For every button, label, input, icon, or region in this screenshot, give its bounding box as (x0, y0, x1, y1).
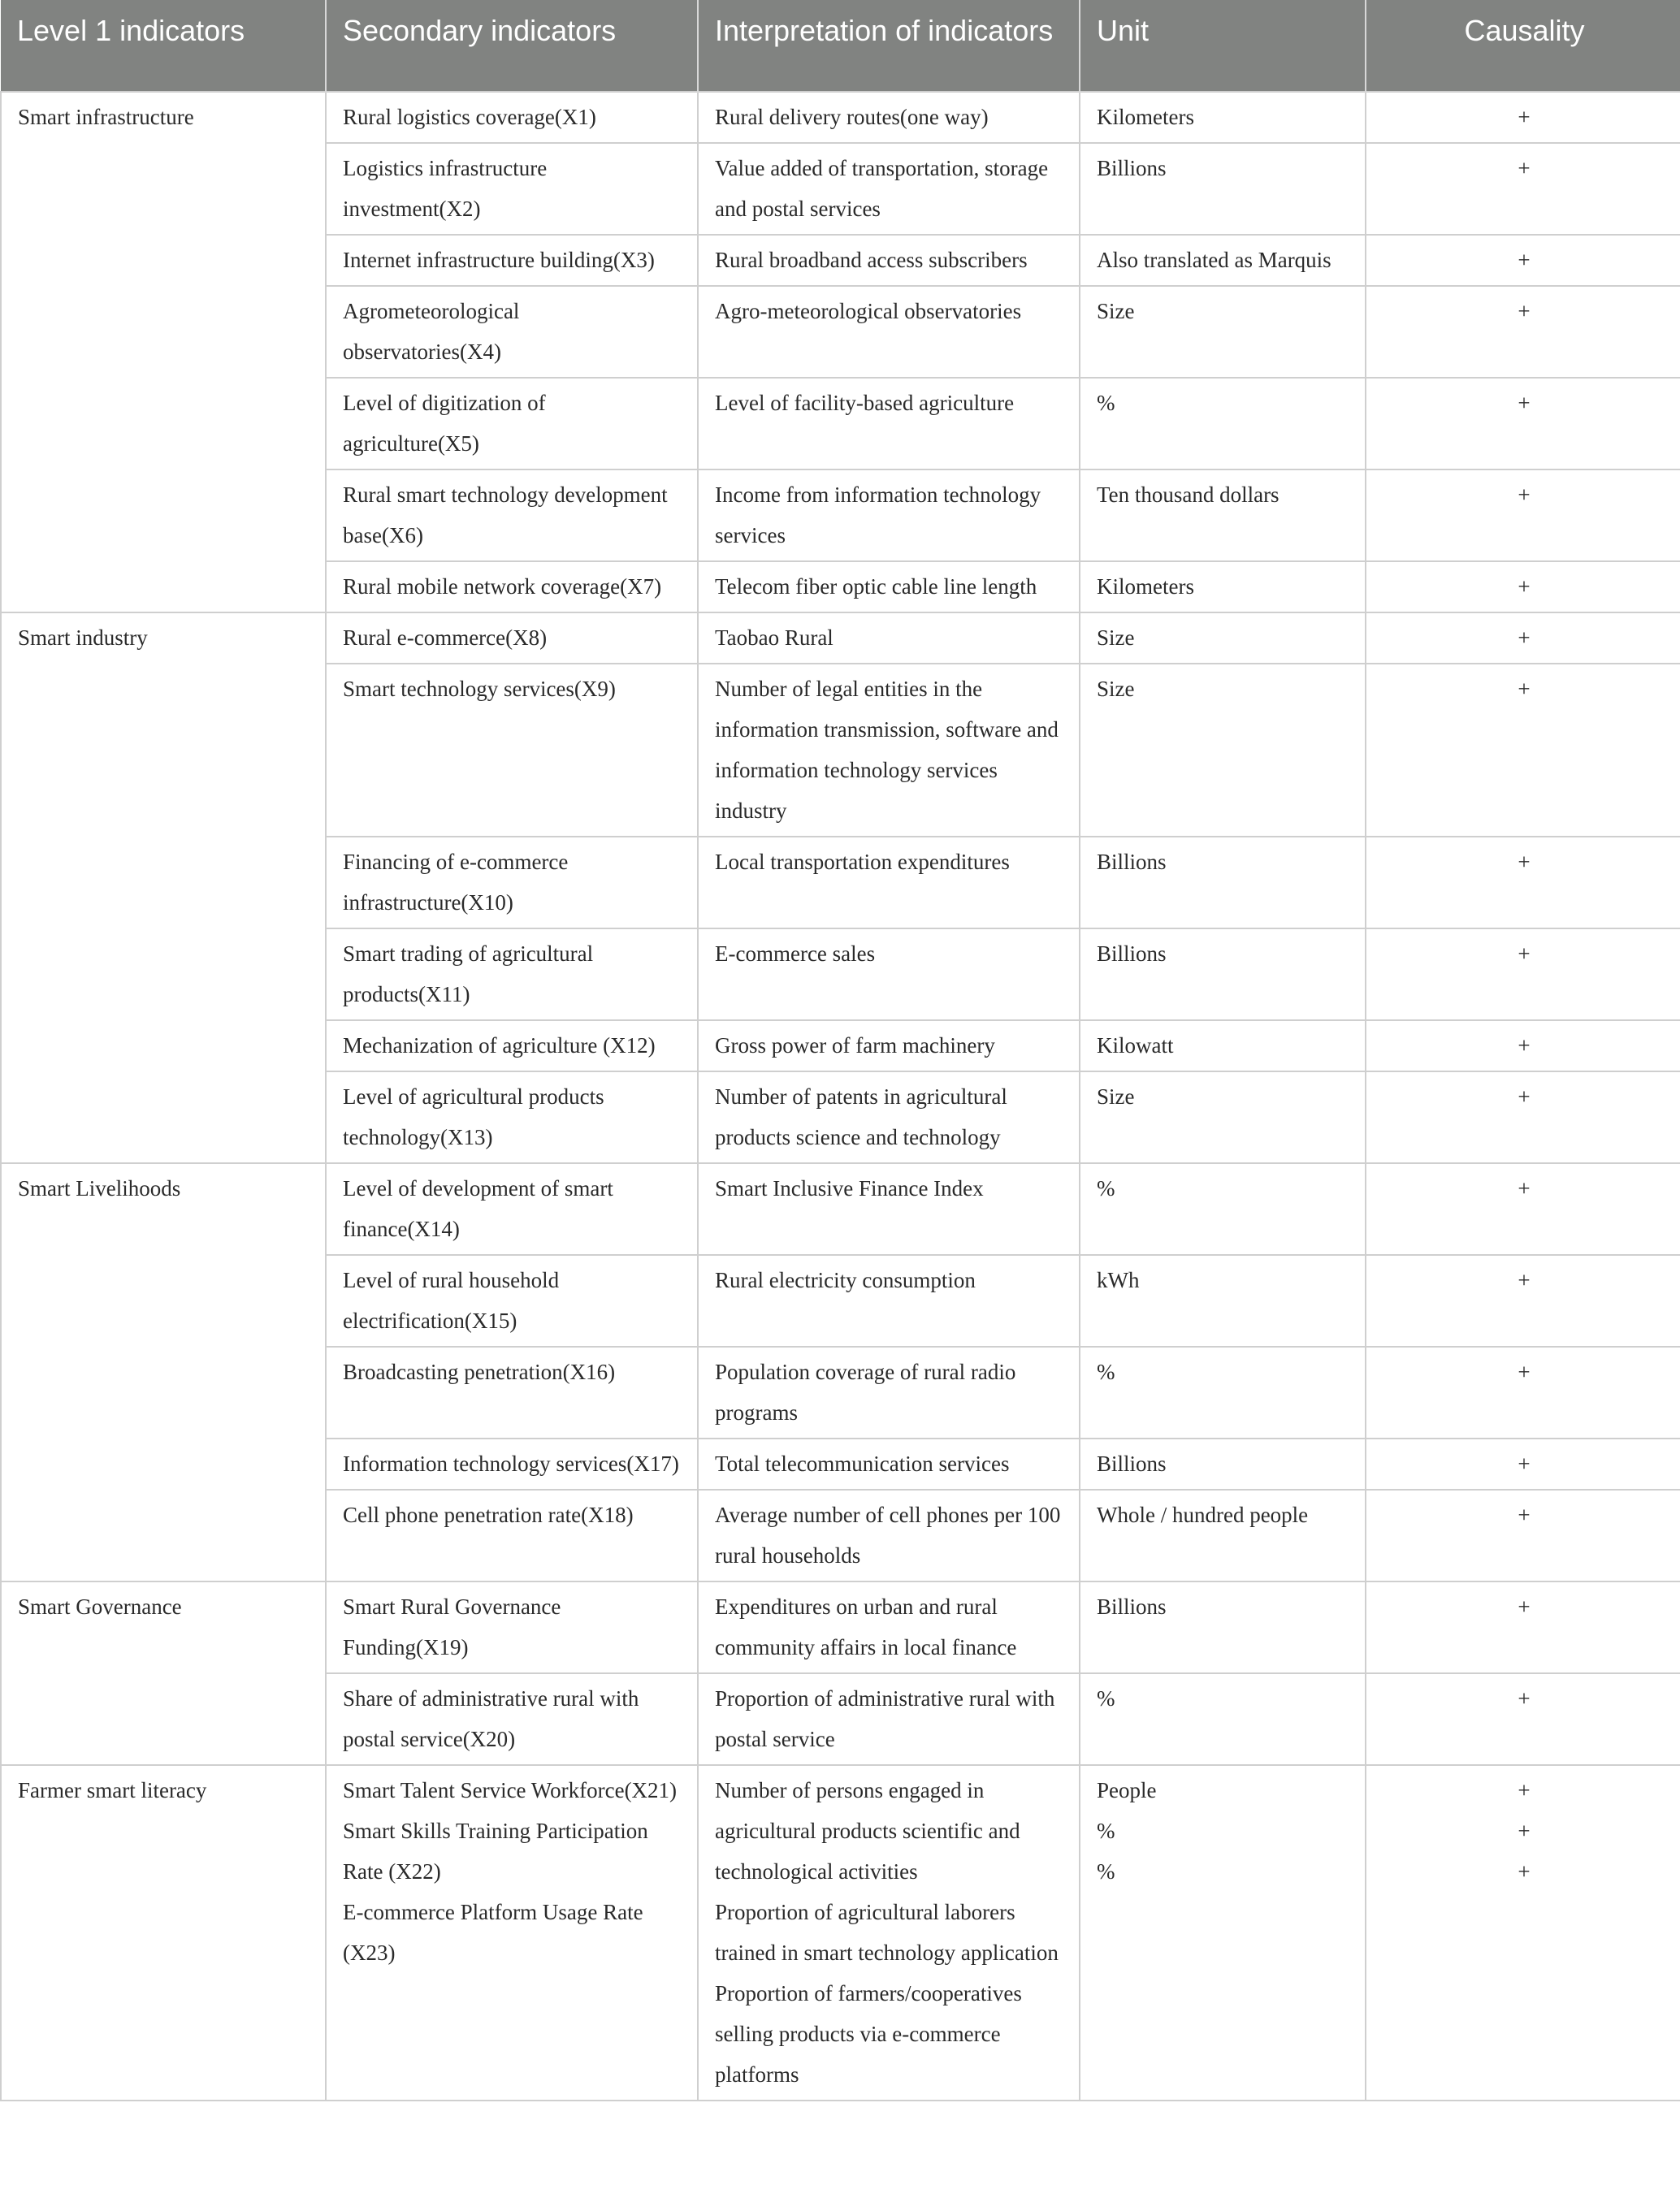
secondary-cell: Level of digitization of agriculture(X5) (326, 378, 698, 469)
interpretation-cell: Gross power of farm machinery (698, 1020, 1080, 1071)
unit-cell: Also translated as Marquis (1080, 235, 1366, 286)
header-causality: Causality (1366, 0, 1680, 92)
causality-line: + (1518, 1819, 1531, 1843)
interpretation-cell: Income from information technology services (698, 469, 1080, 561)
interpretation-cell: Number of patents in agricultural products science and technology (698, 1071, 1080, 1163)
secondary-cell: Financing of e-commerce infrastructure(X10) (326, 837, 698, 928)
table-row (1, 1163, 1680, 1255)
interpretation-cell: Total telecommunication services (698, 1439, 1080, 1490)
causality-cell: + (1366, 286, 1680, 378)
level1-cell: Smart industry (1, 612, 326, 1163)
header-unit: Unit (1080, 0, 1366, 92)
unit-cell: Kilometers (1080, 92, 1366, 143)
causality-cell: + (1366, 1071, 1680, 1163)
secondary-cell: Cell phone penetration rate(X18) (326, 1490, 698, 1581)
causality-cell: + (1366, 1581, 1680, 1673)
level1-cell: Smart Governance (1, 1581, 326, 1765)
secondary-cell (326, 1765, 698, 2101)
secondary-cell: Mechanization of agriculture (X12) (326, 1020, 698, 1071)
causality-cell: + (1366, 1673, 1680, 1765)
secondary-cell: Level of rural household electrification(X15) (326, 1255, 698, 1347)
level1-cell: Smart infrastructure (1, 92, 326, 612)
interpretation-cell: Rural broadband access subscribers (698, 235, 1080, 286)
causality-cell: + (1366, 1347, 1680, 1439)
secondary-line: Smart Talent Service Workforce(X21) (343, 1778, 678, 1802)
unit-cell: Kilowatt (1080, 1020, 1366, 1071)
interpretation-cell: Average number of cell phones per 100 rural households (698, 1490, 1080, 1581)
table-row (1, 612, 1680, 664)
secondary-cell: Information technology services(X17) (326, 1439, 698, 1490)
interpretation-cell: Telecom fiber optic cable line length (698, 561, 1080, 612)
unit-cell: Size (1080, 664, 1366, 837)
secondary-line: Smart Skills Training Participation Rate (X22) (343, 1819, 648, 1884)
table-row (1, 1765, 1680, 2101)
causality-cell: + (1366, 664, 1680, 837)
interpretation-line: Number of persons engaged in agricultural products scientific and technological activities (715, 1778, 1020, 1884)
causality-cell: + (1366, 1255, 1680, 1347)
unit-cell (1080, 1765, 1366, 2101)
level1-cell: Smart Livelihoods (1, 1163, 326, 1581)
interpretation-line: Proportion of farmers/cooperatives selling products via e-commerce platforms (715, 1981, 1022, 2087)
header-row (1, 0, 1680, 92)
causality-cell: + (1366, 469, 1680, 561)
unit-cell: Ten thousand dollars (1080, 469, 1366, 561)
interpretation-cell: Population coverage of rural radio programs (698, 1347, 1080, 1439)
causality-cell: + (1366, 1490, 1680, 1581)
interpretation-cell: Agro-meteorological observatories (698, 286, 1080, 378)
table-row (1, 1581, 1680, 1673)
unit-cell: Size (1080, 612, 1366, 664)
causality-cell: + (1366, 378, 1680, 469)
interpretation-cell: Proportion of administrative rural with postal service (698, 1673, 1080, 1765)
secondary-cell: Logistics infrastructure investment(X2) (326, 143, 698, 235)
causality-cell (1366, 1765, 1680, 2101)
secondary-cell: Smart trading of agricultural products(X11) (326, 928, 698, 1020)
unit-cell: kWh (1080, 1255, 1366, 1347)
table-header (1, 0, 1680, 92)
unit-cell: Whole / hundred people (1080, 1490, 1366, 1581)
secondary-line: E-commerce Platform Usage Rate (X23) (343, 1900, 643, 1965)
interpretation-cell: Smart Inclusive Finance Index (698, 1163, 1080, 1255)
causality-cell: + (1366, 837, 1680, 928)
causality-cell: + (1366, 235, 1680, 286)
header-interpretation: Interpretation of indicators (698, 0, 1080, 92)
secondary-cell: Level of agricultural products technology(X13) (326, 1071, 698, 1163)
secondary-cell: Share of administrative rural with postal service(X20) (326, 1673, 698, 1765)
interpretation-cell: Taobao Rural (698, 612, 1080, 664)
unit-cell: % (1080, 1673, 1366, 1765)
unit-cell: Billions (1080, 1581, 1366, 1673)
unit-line: % (1097, 1859, 1115, 1884)
causality-line: + (1518, 1859, 1531, 1884)
secondary-cell: Broadcasting penetration(X16) (326, 1347, 698, 1439)
unit-cell: % (1080, 1347, 1366, 1439)
secondary-cell: Agrometeorological observatories(X4) (326, 286, 698, 378)
secondary-cell: Smart Rural Governance Funding(X19) (326, 1581, 698, 1673)
unit-cell: Kilometers (1080, 561, 1366, 612)
secondary-cell: Rural logistics coverage(X1) (326, 92, 698, 143)
interpretation-cell: Level of facility-based agriculture (698, 378, 1080, 469)
secondary-cell: Rural mobile network coverage(X7) (326, 561, 698, 612)
interpretation-line: Proportion of agricultural laborers trained in smart technology application (715, 1900, 1059, 1965)
unit-cell: Billions (1080, 1439, 1366, 1490)
unit-cell: % (1080, 1163, 1366, 1255)
interpretation-cell: E-commerce sales (698, 928, 1080, 1020)
causality-cell: + (1366, 1163, 1680, 1255)
interpretation-cell (698, 1765, 1080, 2101)
unit-line: % (1097, 1819, 1115, 1843)
causality-cell: + (1366, 92, 1680, 143)
unit-cell: Size (1080, 1071, 1366, 1163)
level1-cell: Farmer smart literacy (1, 1765, 326, 2101)
interpretation-cell: Rural electricity consumption (698, 1255, 1080, 1347)
interpretation-cell: Local transportation expenditures (698, 837, 1080, 928)
unit-cell: % (1080, 378, 1366, 469)
header-secondary: Secondary indicators (326, 0, 698, 92)
unit-cell: Billions (1080, 928, 1366, 1020)
secondary-cell: Internet infrastructure building(X3) (326, 235, 698, 286)
header-level1: Level 1 indicators (1, 0, 326, 92)
table-row (1, 92, 1680, 143)
unit-cell: Size (1080, 286, 1366, 378)
secondary-cell: Smart technology services(X9) (326, 664, 698, 837)
causality-line: + (1518, 1778, 1531, 1802)
unit-cell: Billions (1080, 837, 1366, 928)
interpretation-cell: Rural delivery routes(one way) (698, 92, 1080, 143)
causality-cell: + (1366, 143, 1680, 235)
secondary-cell: Level of development of smart finance(X14) (326, 1163, 698, 1255)
causality-cell: + (1366, 612, 1680, 664)
secondary-cell: Rural smart technology development base(X6) (326, 469, 698, 561)
unit-cell: Billions (1080, 143, 1366, 235)
causality-cell: + (1366, 1020, 1680, 1071)
secondary-cell: Rural e-commerce(X8) (326, 612, 698, 664)
interpretation-cell: Number of legal entities in the information transmission, software and information technology services industry (698, 664, 1080, 837)
interpretation-cell: Value added of transportation, storage and postal services (698, 143, 1080, 235)
causality-cell: + (1366, 1439, 1680, 1490)
unit-line: People (1097, 1778, 1157, 1802)
interpretation-cell: Expenditures on urban and rural community affairs in local finance (698, 1581, 1080, 1673)
causality-cell: + (1366, 561, 1680, 612)
table-body (1, 92, 1680, 2101)
causality-cell: + (1366, 928, 1680, 1020)
